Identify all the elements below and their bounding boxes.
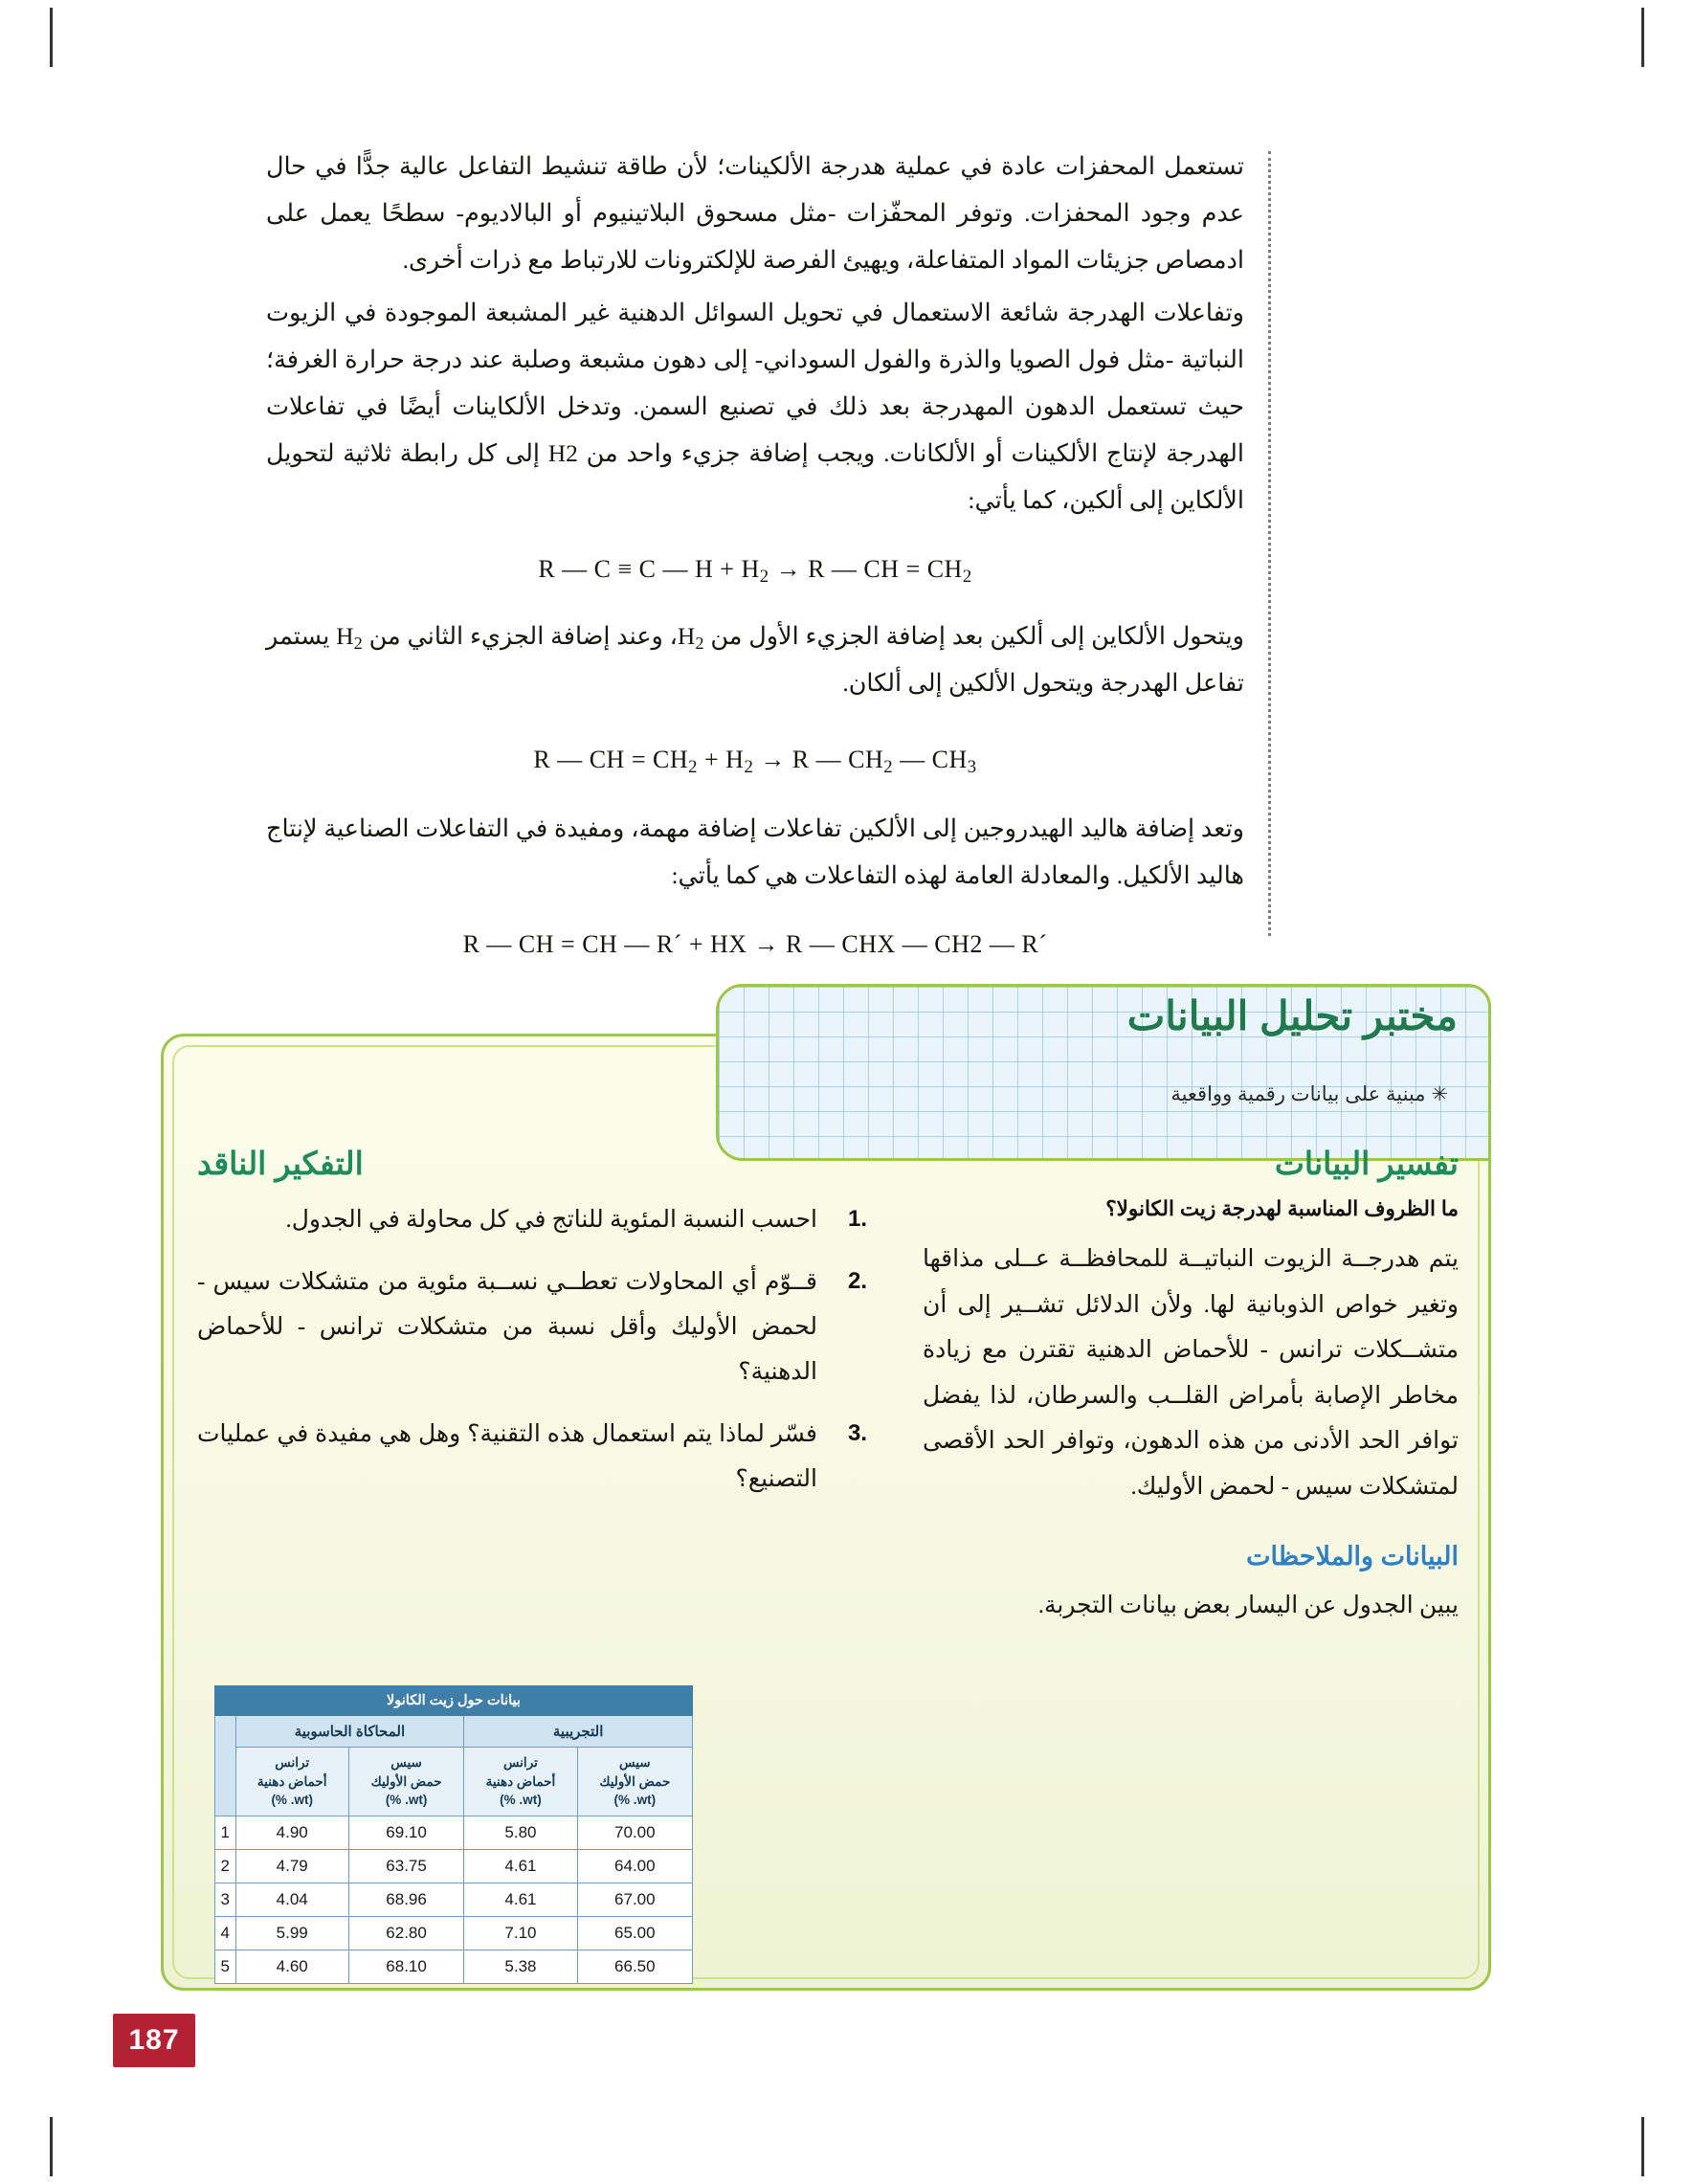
list-item-number: 1. [847,1206,867,1232]
list-item [197,1412,867,1502]
cell-exp-cis: 64.00 [577,1849,692,1883]
list-item-text: قــوّم أي المحاولات تعطــي نســبة مئوية من متشكلات سيس - لحمض الأوليك وأقل نسبة من متشكلات ترانس - للأحماض الدهنية؟ [197,1269,817,1385]
cell-sim-cis: 69.10 [348,1816,463,1849]
table-group-header-trial [215,1716,236,1816]
list-item [197,1197,867,1242]
equation-1: R — C ≡ C — $H + H_2 \to R$ — CH = $CH_2$ [538,554,972,587]
lab-body [188,1145,1464,1975]
table-row [215,1883,693,1916]
lab-header-tab [716,984,1491,1161]
crop-mark-top-left [50,8,53,67]
cell-exp-cis: 65.00 [577,1916,692,1950]
paragraph-4: وتعد إضافة هاليد الهيدروجين إلى الألكين تفاعلات إضافة مهمة، ومفيدة في التفاعلات الصناعية لإنتاج هاليد الألكيل. والمعادلة العامة لهذه التفاعلات هي كما يأتي: [266,814,1244,890]
cell-sim-trans: 4.04 [235,1883,348,1916]
data-observations-title: البيانات والملاحظات [1246,1542,1459,1571]
table-subheader-sim-cis: سيس حمض الأوليك (wt. %) [348,1748,463,1816]
interpret-data-body: يتم هدرجــة الزيوت النباتيــة للمحافظــة عــلى مذاقها وتغير خواص الذوبانية لها. ولأن الدلائل تشــير إلى أن متشــكلات ترانس - للأحماض الدهنية تقترن مع زيادة مخاطر الإصابة بأمراض القلــب والسرطان، لذا يفضل توافر الحد الأدنى من هذه الدهون، وتوافر الحد الأقصى لمتشكلات سيس - لحمض الأوليك. [923,1246,1459,1500]
list-item-number: 2. [847,1268,867,1294]
list-item-text: فسّر لماذا يتم استعمال هذه التقنية؟ وهل هي مفيدة في عمليات التصنيع؟ [197,1421,817,1492]
cell-sim-trans: 4.79 [235,1849,348,1883]
cell-sim-cis: 63.75 [348,1849,463,1883]
paragraph-2: وتفاعلات الهدرجة شائعة الاستعمال في تحويل السوائل الدهنية غير المشبعة الموجودة في الزيوت النباتية -مثل فول الصويا والذرة والفول السوداني- إلى دهون مشبعة وصلبة عند درجة حرارة الغرفة؛ حيث تستعمل الدهون المهدرجة بعد ذلك في تصنيع السمن. وتدخل الألكاينات أيضًا في تفاعلات الهدرجة لإنتاج الألكينات أو الألكانات. ويجب إضافة جزيء واحد من H2 إلى كل رابطة ثلاثية لتحويل الألكاين إلى ألكين، كما يأتي: [266,298,1244,514]
interpret-data-column [923,1145,1459,1629]
cell-sim-cis: 62.80 [348,1916,463,1950]
cell-trial: 5 [215,1950,236,1983]
crop-mark-bottom-left [50,2117,53,2176]
cell-sim-trans: 5.99 [235,1916,348,1950]
equation-3: R — CH = CH — R´ + HX → R — CHX — CH2 — R´ [462,930,1048,959]
cell-sim-trans: 4.60 [235,1950,348,1983]
interpret-data-title: تفسير البيانات [1274,1146,1459,1181]
critical-thinking-list [197,1197,867,1502]
cell-exp-cis: 70.00 [577,1816,692,1849]
cell-exp-trans: 7.10 [464,1916,577,1950]
data-analysis-lab-box [161,993,1491,1991]
list-item [197,1259,867,1394]
table-subheader-exp-cis: سيس حمض الأوليك (wt. %) [577,1748,692,1816]
lab-title: مختبر تحليل البيانات [1126,993,1458,1038]
main-body-text [266,144,1244,988]
interpret-data-question: ما الظروف المناسبة لهدرجة زيت الكانولا؟ [1105,1197,1459,1220]
table-caption: بيانات حول زيت الكانولا [215,1686,693,1716]
cell-exp-cis: 67.00 [577,1883,692,1916]
crop-mark-top-right [1641,8,1644,67]
cell-trial: 2 [215,1849,236,1883]
data-observations-body: يبين الجدول عن اليسار بعض بيانات التجربة. [1037,1593,1459,1618]
cell-sim-cis: 68.96 [348,1883,463,1916]
table-row [215,1916,693,1950]
table-subheader-sim-trans: ترانس أحماض دهنية (wt. %) [235,1748,348,1816]
table-row [215,1816,693,1849]
critical-thinking-title: التفكير الناقد [197,1146,364,1181]
table-subheader-exp-trans: ترانس أحماض دهنية (wt. %) [464,1748,577,1816]
canola-data-table-wrapper [214,1685,693,1984]
dotted-rule [1268,151,1271,936]
cell-sim-cis: 68.10 [348,1950,463,1983]
list-item-number: 3. [847,1420,867,1446]
table-row [215,1950,693,1983]
table-group-header-simulation: المحاكاة الحاسوبية [235,1716,464,1748]
paragraph-3: ويتحول الألكاين إلى ألكين بعد إضافة الجزيء الأول من $H_2،$ وعند إضافة الجزيء الثاني من $H_2$ يستمر تفاعل الهدرجة ويتحول الألكين إلى ألكان. [266,621,1245,698]
list-item-text: احسب النسبة المئوية للناتج في كل محاولة في الجدول. [285,1207,817,1233]
cell-trial: 1 [215,1816,236,1849]
table-row [215,1849,693,1883]
paragraph-1: تستعمل المحفزات عادة في عملية هدرجة الألكينات؛ لأن طاقة تنشيط التفاعل عالية جدًّا في حال عدم وجود المحفزات. وتوفر المحفّزات -مثل مسحوق البلاتينيوم أو البالاديوم- سطحًا يعمل على ادمصاص جزيئات المواد المتفاعلة، ويهيئ الفرصة للإلكترونات للارتباط مع ذرات أخرى. [266,152,1244,274]
table-group-header-experimental: التجريبية [464,1716,693,1748]
cell-exp-trans: 5.38 [464,1950,577,1983]
cell-exp-trans: 4.61 [464,1883,577,1916]
cell-trial: 3 [215,1883,236,1916]
cell-sim-trans: 4.90 [235,1816,348,1849]
cell-trial: 4 [215,1916,236,1950]
critical-thinking-column [197,1145,867,1975]
crop-mark-bottom-right [1641,2117,1644,2176]
page-number: 187 [113,2014,195,2067]
equation-2: R — CH = $CH_2 + H_2 \to R$ — $CH_2$ — $CH_3$ [533,746,977,778]
canola-data-table [214,1685,693,1984]
cell-exp-cis: 66.50 [577,1950,692,1983]
cell-exp-trans: 5.80 [464,1816,577,1849]
lab-note: ✳ مبنية على بيانات رقمية وواقعية [1170,1083,1448,1105]
cell-exp-trans: 4.61 [464,1849,577,1883]
